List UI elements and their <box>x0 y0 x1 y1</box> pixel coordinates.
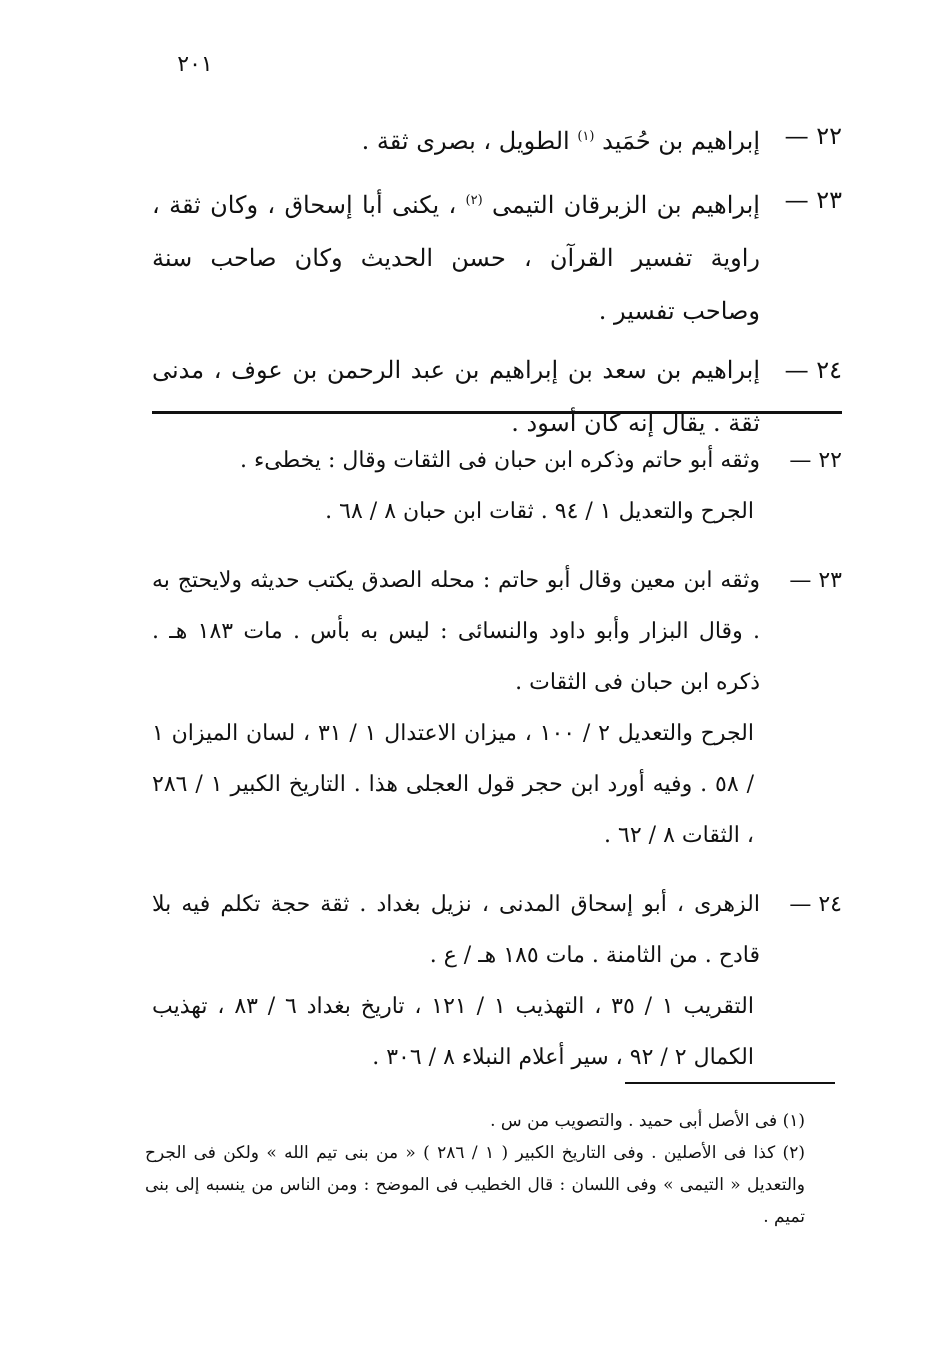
entry-number: ٢٣ — <box>784 186 842 214</box>
main-entries <box>152 110 842 456</box>
entry-number: ٢٤ — <box>789 892 842 917</box>
entry-number: ٢٢ — <box>789 448 842 473</box>
main-entry <box>152 174 842 338</box>
footnote-divider <box>625 1082 835 1084</box>
commentary-entry <box>152 879 842 1083</box>
entry-text: إبراهيم بن الزبرقان التيمى <box>492 191 760 219</box>
entry-number: ٢٣ — <box>789 568 842 593</box>
entry-text: ، يكنى أبا إسحاق ، وكان ثقة ، راوية تفسير القرآن ، حسن الحديث وكان صاحب سنة وصاحب تفسير . <box>152 191 760 325</box>
footnote-ref: (٢) <box>465 193 483 208</box>
commentary-references: الجرح والتعديل ١ / ٩٤ . ثقات ابن حبان ٨ / ٦٨ . <box>325 499 754 524</box>
commentary-references: الجرح والتعديل ٢ / ١٠٠ ، ميزان الاعتدال ١ / ٣١ ، لسان الميزان ١ / ٥٨ . وفيه أورد ابن حجر قول العجلى هذا . التاريخ الكبير ١ / ٢٨٦ ، الثقات ٨ / ٦٢ . <box>152 721 755 848</box>
commentary-text: وثقه أبو حاتم وذكره ابن حبان فى الثقات وقال : يخطىء . <box>239 448 760 473</box>
section-divider <box>152 411 842 414</box>
entry-number: ٢٤ — <box>784 356 842 384</box>
commentary-section <box>152 435 842 1101</box>
footnote: (١) فى الأصل أبى حميد . والتصويب من س . <box>490 1111 805 1131</box>
commentary-entry <box>152 555 842 861</box>
footnote: (٢) كذا فى الأصلين . وفى التاريخ الكبير ( ١ / ٢٨٦ ) « من بنى تيم الله » ولكن فى الجرح والتعديل « التيمى » وفى اللسان : قال الخطيب فى الموضح : ومن الناس من ينسبه إلى بنى تميم . <box>145 1143 805 1227</box>
commentary-text: الزهرى ، أبو إسحاق المدنى ، نزيل بغداد . ثقة حجة تكلم فيه بلا قادح . من الثامنة . مات ١٨٥ هـ / ع . <box>152 892 760 968</box>
entry-text: إبراهيم بن سعد بن إبراهيم بن عبد الرحمن بن عوف ، مدنى ثقة . يقال إنه كان أسود . <box>152 356 760 437</box>
page-number: ٢٠١ <box>177 52 213 77</box>
entry-text: إبراهيم بن حُمَيد <box>602 127 760 155</box>
main-entry <box>152 110 842 168</box>
commentary-entry <box>152 435 842 537</box>
footnotes <box>145 1105 835 1233</box>
footnote-ref: (١) <box>577 129 595 144</box>
entry-number: ٢٢ — <box>784 122 842 150</box>
entry-text: الطويل ، بصرى ثقة . <box>361 127 570 155</box>
commentary-references: التقريب ١ / ٣٥ ، التهذيب ١ / ١٢١ ، تاريخ بغداد ٦ / ٨٣ ، تهذيب الكمال ٢ / ٩٢ ، سير أعلام النبلاء ٨ / ٣٠٦ . <box>152 994 755 1070</box>
commentary-text: وثقه ابن معين وقال أبو حاتم : محله الصدق يكتب حديثه ولايحتج به . وقال البزار وأبو داود والنسائى : ليس به بأس . مات ١٨٣ هـ . ذكره ابن حبان فى الثقات . <box>152 568 760 695</box>
